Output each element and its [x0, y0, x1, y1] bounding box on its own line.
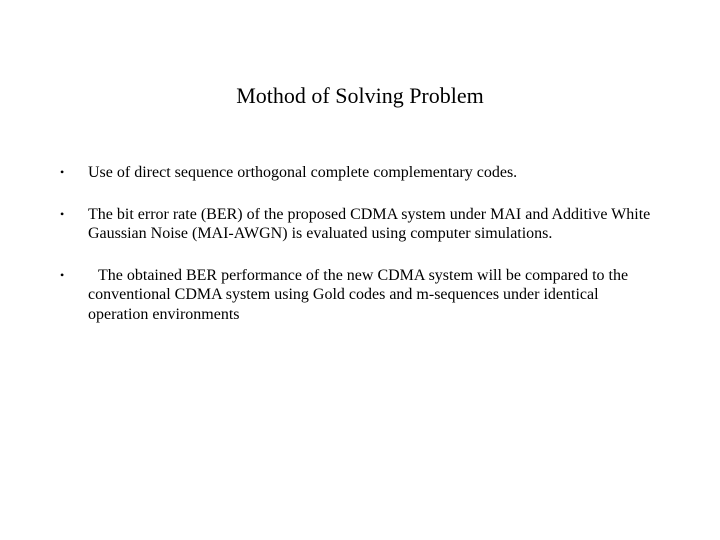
bullet-item	[60, 266, 660, 325]
bullet-text: Use of direct sequence orthogonal complete complementary codes.	[88, 164, 518, 181]
bullet-text: The bit error rate (BER) of the proposed CDMA system under MAI and Additive White Gaussian Noise (MAI-AWGN) is evaluated using computer simulations.	[88, 205, 651, 242]
bullet-dot-icon: •	[60, 206, 65, 221]
bullet-item	[60, 205, 660, 244]
bullet-list	[60, 163, 660, 346]
slide-title: Mothod of Solving Problem	[236, 83, 484, 108]
bullet-text: The obtained BER performance of the new CDMA system will be compared to the conventional CDMA system using Gold codes and m-sequences under identical operation environments	[88, 266, 629, 323]
bullet-dot-icon: •	[60, 165, 65, 179]
bullet-dot-icon: •	[60, 267, 65, 282]
bullet-item	[60, 163, 660, 183]
